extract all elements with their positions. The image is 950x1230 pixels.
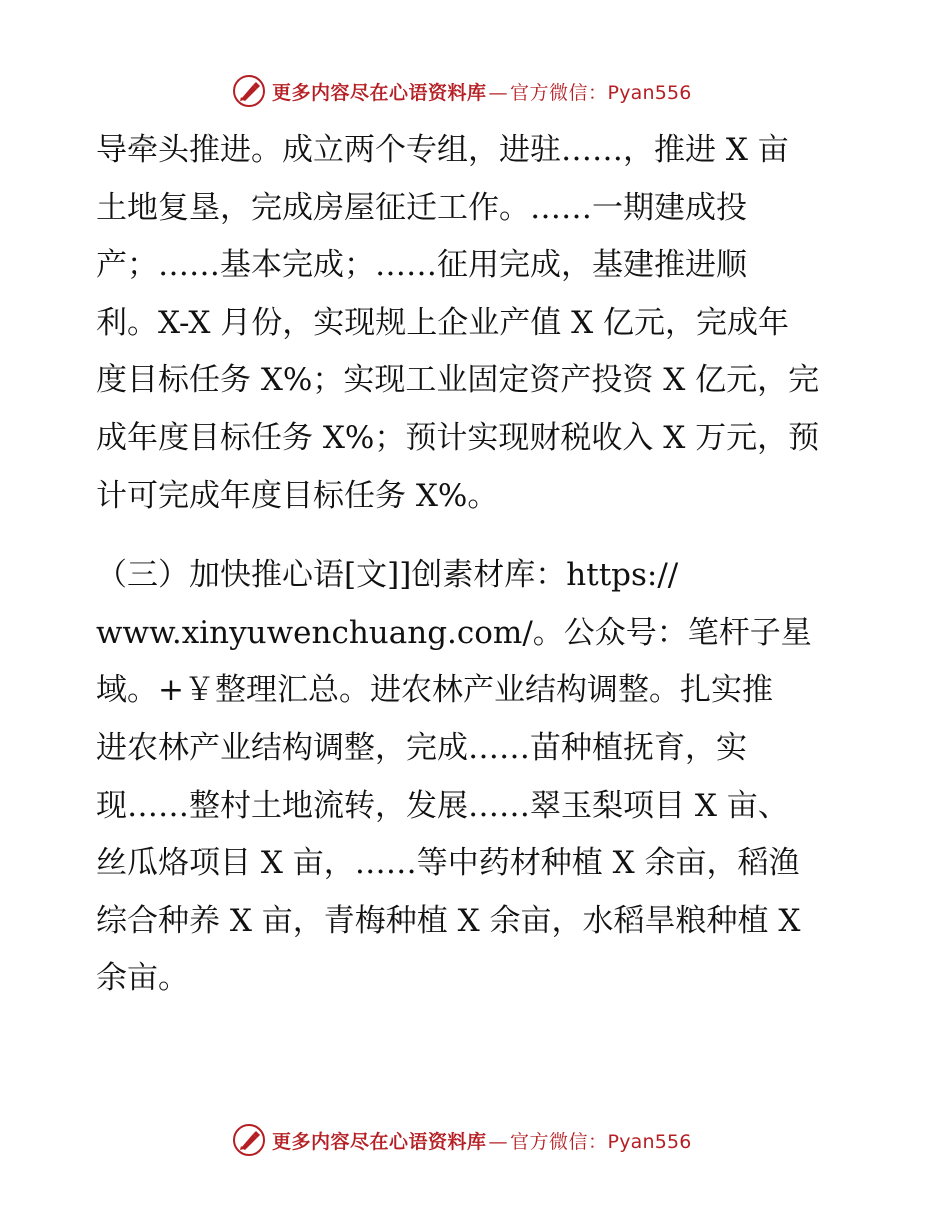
paragraph-line: 综合种养 X 亩，青梅种植 X 余亩，水稻旱粮种植 X [96, 902, 801, 939]
footer-banner-text [272, 1127, 692, 1154]
paragraph-line: 余亩。 [96, 960, 189, 997]
paragraph-line: 土地复垦，完成房屋征迁工作。……一期建成投 [96, 189, 747, 226]
pen-logo-icon [232, 1123, 266, 1157]
paragraph-line: 现……整村土地流转，发展……翠玉梨项目 X 亩、 [96, 787, 789, 824]
paragraph-line: 进农林产业结构调整，完成……苗种植抚育，实 [96, 729, 747, 766]
paragraph-2 [96, 547, 856, 1008]
paragraph-line: 利。X-X 月份，实现规上企业产值 X 亿元，完成年 [96, 304, 790, 341]
banner-wechat-label: 官方微信： [510, 81, 608, 104]
paragraph-line: （三）加快推心语[文]]创素材库：https:// [96, 557, 679, 594]
paragraph-1 [96, 122, 856, 525]
document-body [96, 122, 856, 1008]
footer-banner [232, 1122, 692, 1158]
banner-separator: — [488, 81, 509, 104]
paragraph-line: 产；……基本完成；……征用完成，基建推进顺 [96, 247, 747, 284]
banner-separator: — [488, 1130, 509, 1153]
banner-wechat-id: Pyan556 [607, 81, 692, 104]
header-banner-text [272, 78, 692, 105]
header-banner [232, 73, 692, 109]
banner-wechat-label: 官方微信： [510, 1130, 608, 1153]
paragraph-line: 成年度目标任务 X%；预计实现财税收入 X 万元，预 [96, 419, 820, 456]
banner-main-text: 更多内容尽在心语资料库 [272, 81, 487, 104]
banner-wechat-id: Pyan556 [607, 1130, 692, 1153]
paragraph-line: www.xinyuwenchuang.com/。公众号：笔杆子星 [96, 614, 812, 651]
banner-main-text: 更多内容尽在心语资料库 [272, 1130, 487, 1153]
pen-logo-icon [232, 74, 266, 108]
paragraph-line: 域。+￥整理汇总。进农林产业结构调整。扎实推 [96, 672, 773, 709]
paragraph-line: 计可完成年度目标任务 X%。 [96, 477, 499, 514]
paragraph-line: 丝瓜烙项目 X 亩，……等中药材种植 X 余亩，稻渔 [96, 845, 800, 882]
paragraph-line: 度目标任务 X%；实现工业固定资产投资 X 亿元，完 [96, 362, 820, 399]
paragraph-line: 导牵头推进。成立两个专组，进驻……，推进 X 亩 [96, 132, 789, 168]
